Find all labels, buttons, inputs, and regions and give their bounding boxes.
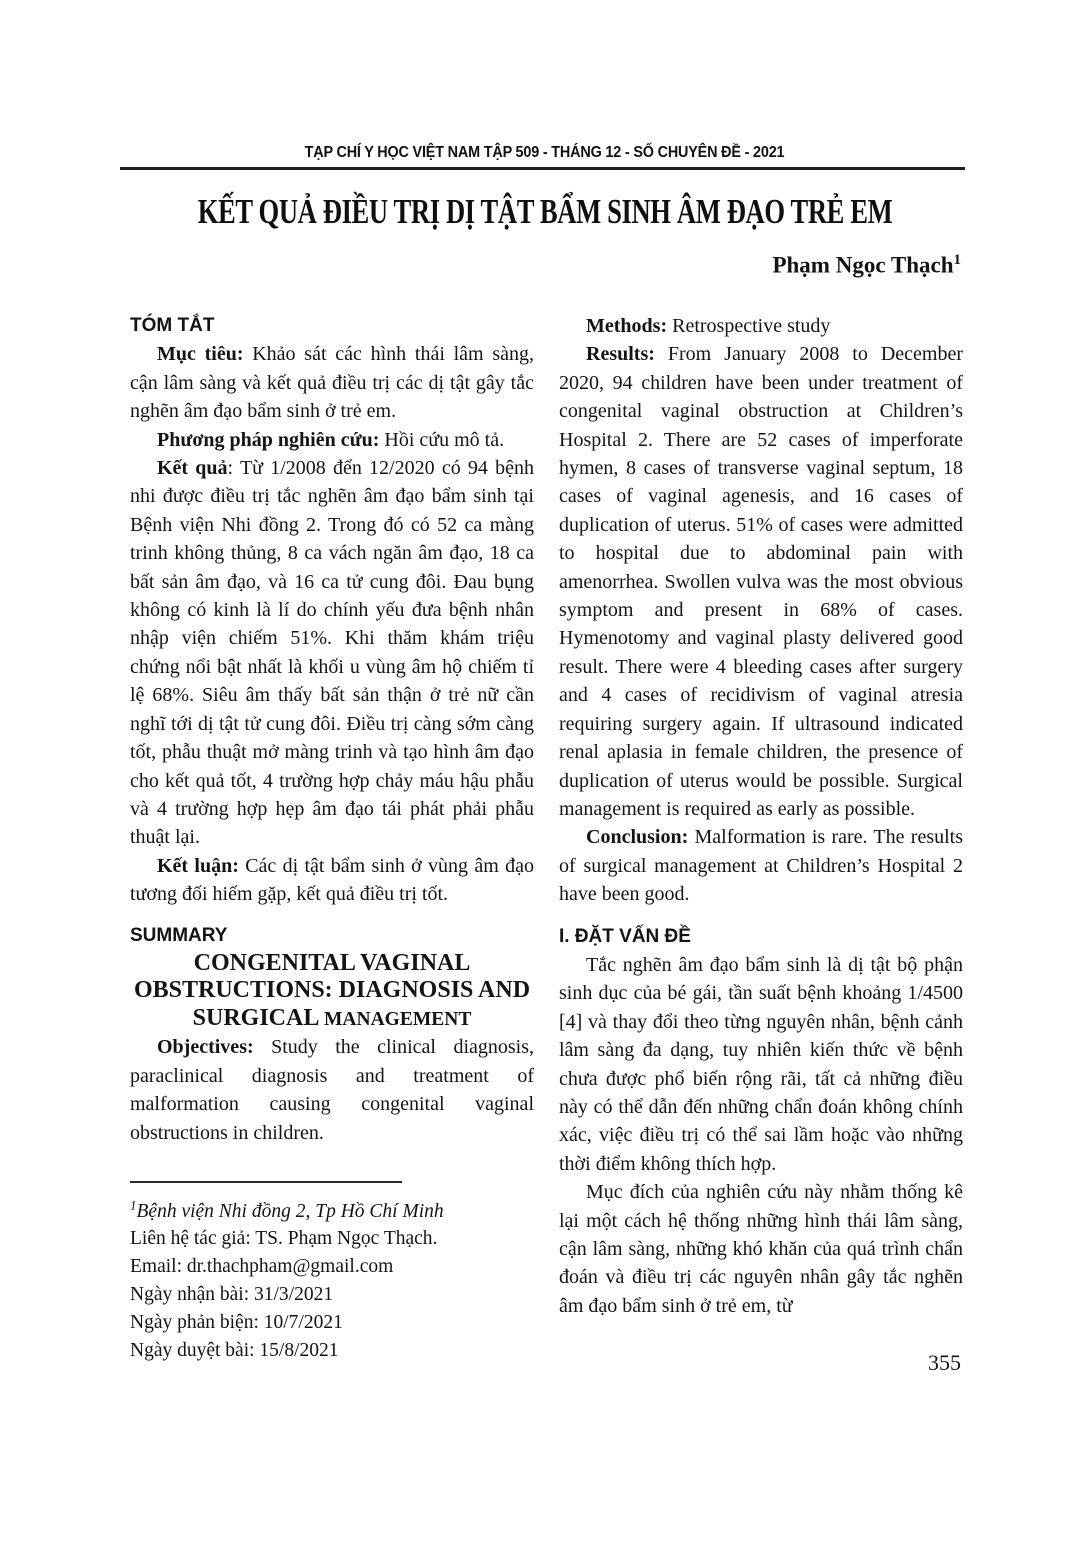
paragraph-text: Malformation is rare. The results of surgical management at Children’s Hospital 2 have been good. (559, 826, 963, 906)
summary-title (130, 950, 534, 1034)
author-line (772, 252, 961, 279)
paragraph-label: Objectives: (157, 1036, 254, 1059)
summary-title-line: CONGENITAL VAGINAL (193, 949, 471, 976)
paragraph-text: Khảo sát các hình thái lâm sàng, cận lâm sàng và kết quả điều trị các dị tật gây tắc nghẽn âm đạo bẩm sinh ở trẻ em. (130, 343, 534, 423)
introduction-paragraph: Tắc nghẽn âm đạo bẩm sinh là dị tật bộ phận sinh dục của bé gái, tần suất bệnh khoảng 1/4500 [4] và thay đổi theo từng nguyên nhân, bệnh cảnh lâm sàng đa dạng, tuy nhiên kiến thức về bệnh chưa được phổ biến rộng rãi, tất cả những điều này có thể dẫn đến những chẩn đoán không chính xác, việc điều trị có thể sai lầm hoặc vào những thời điểm không thích hợp. (559, 953, 963, 1175)
right-column (559, 312, 963, 1364)
paragraph-label: Methods: (586, 315, 668, 337)
paragraph-text: Hồi cứu mô tả. (379, 428, 505, 451)
summary-title-line: OBSTRUCTIONS: DIAGNOSIS AND (133, 977, 531, 1004)
abstract-paragraph-results (130, 454, 534, 852)
footnote-email: Email: dr.thachpham@gmail.com (130, 1256, 394, 1278)
footnote-separator-rule (130, 1181, 402, 1183)
summary-heading: SUMMARY (130, 924, 228, 946)
header-rule (120, 167, 965, 170)
abstract-paragraph-conclusion (130, 852, 534, 909)
affiliation-text: Bệnh viện Nhi đồng 2, Tp Hồ Chí Minh (136, 1200, 444, 1222)
paragraph-text: From January 2008 to December 2020, 94 children have been under treatment of congenital vaginal obstruction at Children’s Hospital 2. There are 52 cases of imperforate hymen, 8 cases of transverse vaginal septum, 18 cases of vaginal agenesis, and 16 cases of duplication of uterus. 51% of cases were admitted to hospital due to abdominal pain with amenorrhea. Swollen vulva was the most obvious symptom and present in 68% of cases. Hymenotomy and vaginal plasty delivered good result. There were 4 bleeding cases after surgery and 4 cases of recidivism of vaginal atresia requiring surgery again. If ultrasound indicated renal aplasia in female children, the presence of duplication of uterus would be possible. Surgical management is required as early as possible. (559, 343, 963, 820)
paragraph-label: Results: (586, 343, 655, 366)
footnote-block (130, 1181, 534, 1364)
author-name: Phạm Ngọc Thạch (772, 252, 954, 278)
article-title-text: KẾT QUẢ ĐIỀU TRỊ DỊ TẬT BẨM SINH ÂM ĐẠO TRẺ EM (197, 192, 893, 231)
journal-header-text: TẠP CHÍ Y HỌC VIỆT NAM TẬP 509 - THÁNG 12 - SỐ CHUYÊN ĐỀ - 2021 (305, 144, 785, 161)
paragraph-label: Mục tiêu: (157, 343, 244, 366)
paragraph-label: Conclusion: (586, 826, 689, 849)
left-column (130, 312, 534, 1364)
paragraph-label: Phương pháp nghiên cứu: (157, 428, 380, 451)
abstract-paragraph-methods (130, 426, 534, 454)
summary-title-line (130, 1005, 534, 1034)
abstract-paragraph-objectives (130, 340, 534, 425)
two-column-layout (130, 312, 964, 1364)
paragraph-label: Kết quả (157, 457, 228, 480)
summary-paragraph-conclusion (559, 823, 963, 908)
abstract-heading: TÓM TẮT (130, 315, 215, 336)
summary-title-smallcaps: MANAGEMENT (324, 1008, 472, 1030)
introduction-heading: I. ĐẶT VẤN ĐỀ (559, 925, 691, 947)
paragraph-text: Retrospective study (667, 315, 831, 337)
paragraph-text: Các dị tật bẩm sinh ở vùng âm đạo tương đối hiếm gặp, kết quả điều trị tốt. (130, 854, 534, 906)
paragraph-text: Study the clinical diagnosis, paraclinical diagnosis and treatment of malformation causing congenital vaginal obstructions in children. (130, 1036, 534, 1144)
footnote-date-received: Ngày nhận bài: 31/3/2021 (130, 1283, 334, 1305)
author-affiliation-marker: 1 (953, 252, 961, 268)
paragraph-label: Kết luận: (157, 854, 239, 877)
article-title (0, 192, 1090, 232)
footnote-date-accepted: Ngày duyệt bài: 15/8/2021 (130, 1339, 339, 1361)
introduction-paragraph: Mục đích của nghiên cứu này nhằm thống kê lại một cách hệ thống những hình thái lâm sàng, cận lâm sàng, những khó khăn của quá trình chẩn đoán và điều trị các nguyên nhân gây tắc nghẽn âm đạo bẩm sinh ở trẻ em, từ (559, 1181, 963, 1317)
journal-header (0, 144, 1090, 162)
footnote-date-reviewed: Ngày phản biện: 10/7/2021 (130, 1311, 343, 1333)
paragraph-text: : Từ 1/2008 đến 12/2020 có 94 bệnh nhi được điều trị tắc nghẽn âm đạo bẩm sinh tại Bệnh viện Nhi đồng 2. Trong đó có 52 ca màng trinh không thủng, 8 ca vách ngăn âm đạo, 18 ca bất sản âm đạo, và 16 ca tử cung đôi. Đau bụng không có kinh là lí do chính yếu đưa bệnh nhân nhập viện chiếm 51%. Khi thăm khám triệu chứng nổi bật nhất là khối u vùng âm hộ chiếm tỉ lệ 68%. Siêu âm thấy bất sản thận ở trẻ nữ cần nghĩ tới dị tật tử cung đôi. Điều trị càng sớm càng tốt, phẫu thuật mở màng trinh và tạo hình âm đạo cho kết quả tốt, 4 trường hợp chảy máu hậu phẫu và 4 trường hợp hẹp âm đạo tái phát phải phẫu thuật lại. (130, 457, 534, 849)
footnote-affiliation (130, 1191, 534, 1225)
summary-paragraph-objectives (130, 1033, 534, 1147)
page-number: 355 (928, 1350, 961, 1375)
footnote-contact: Liên hệ tác giả: TS. Phạm Ngọc Thạch. (130, 1228, 438, 1250)
affiliation-superscript: 1 (130, 1197, 137, 1213)
summary-title-word: SURGICAL (192, 1004, 319, 1031)
summary-paragraph-methods (559, 312, 963, 340)
summary-paragraph-results (559, 340, 963, 823)
